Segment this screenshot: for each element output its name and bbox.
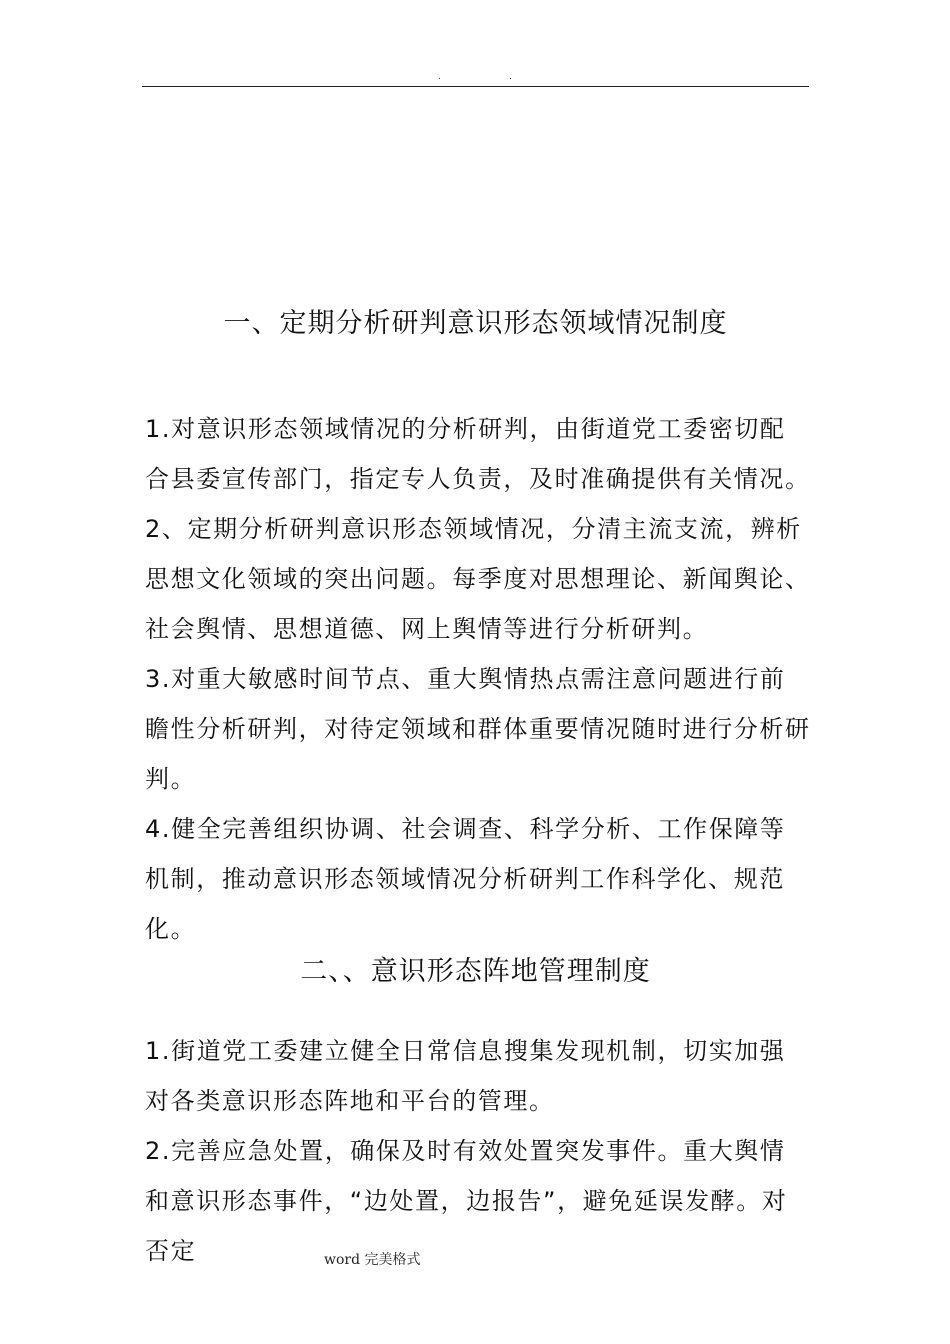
header-rule xyxy=(142,86,809,87)
section-2-heading: 二、、意识形态阵地管理制度 xyxy=(300,956,651,987)
section-1-paragraph-3: 3.对重大敏感时间节点、重大舆情热点需注意问题进行前瞻性分析研判，对待定领域和群体重要情况随时进行分析研判。 xyxy=(145,665,811,793)
header-dot-right: . xyxy=(509,72,512,82)
section-1-paragraph-2: 2、定期分析研判意识形态领域情况，分清主流支流，辨析思想文化领域的突出问题。每季度对思想理论、新闻舆论、社会舆情、思想道德、网上舆情等进行分析研判。 xyxy=(145,515,811,643)
header-marks xyxy=(420,72,530,84)
section-1-paragraph-4: 4.健全完善组织协调、社会调查、科学分析、工作保障等机制，推动意识形态领域情况分析研判工作科学化、规范化。 xyxy=(145,815,786,943)
section-2-paragraph-2: 2.完善应急处置，确保及时有效处置突发事件。重大舆情和意识形态事件，“边处置，边报告”，避免延误发酵。对否定 xyxy=(145,1137,788,1265)
page-footer: word 完美格式 xyxy=(324,1252,421,1268)
section-2-paragraph-1: 1.街道党工委建立健全日常信息搜集发现机制，切实加强对各类意识形态阵地和平台的管理。 xyxy=(145,1037,786,1115)
header-dot-left: . xyxy=(438,72,441,82)
section-1-paragraph-1: 1.对意识形态领域情况的分析研判，由街道党工委密切配合县委宣传部门，指定专人负责，及时准确提供有关情况。 xyxy=(145,415,811,493)
section-1-heading: 一、定期分析研判意识形态领域情况制度 xyxy=(223,308,728,339)
